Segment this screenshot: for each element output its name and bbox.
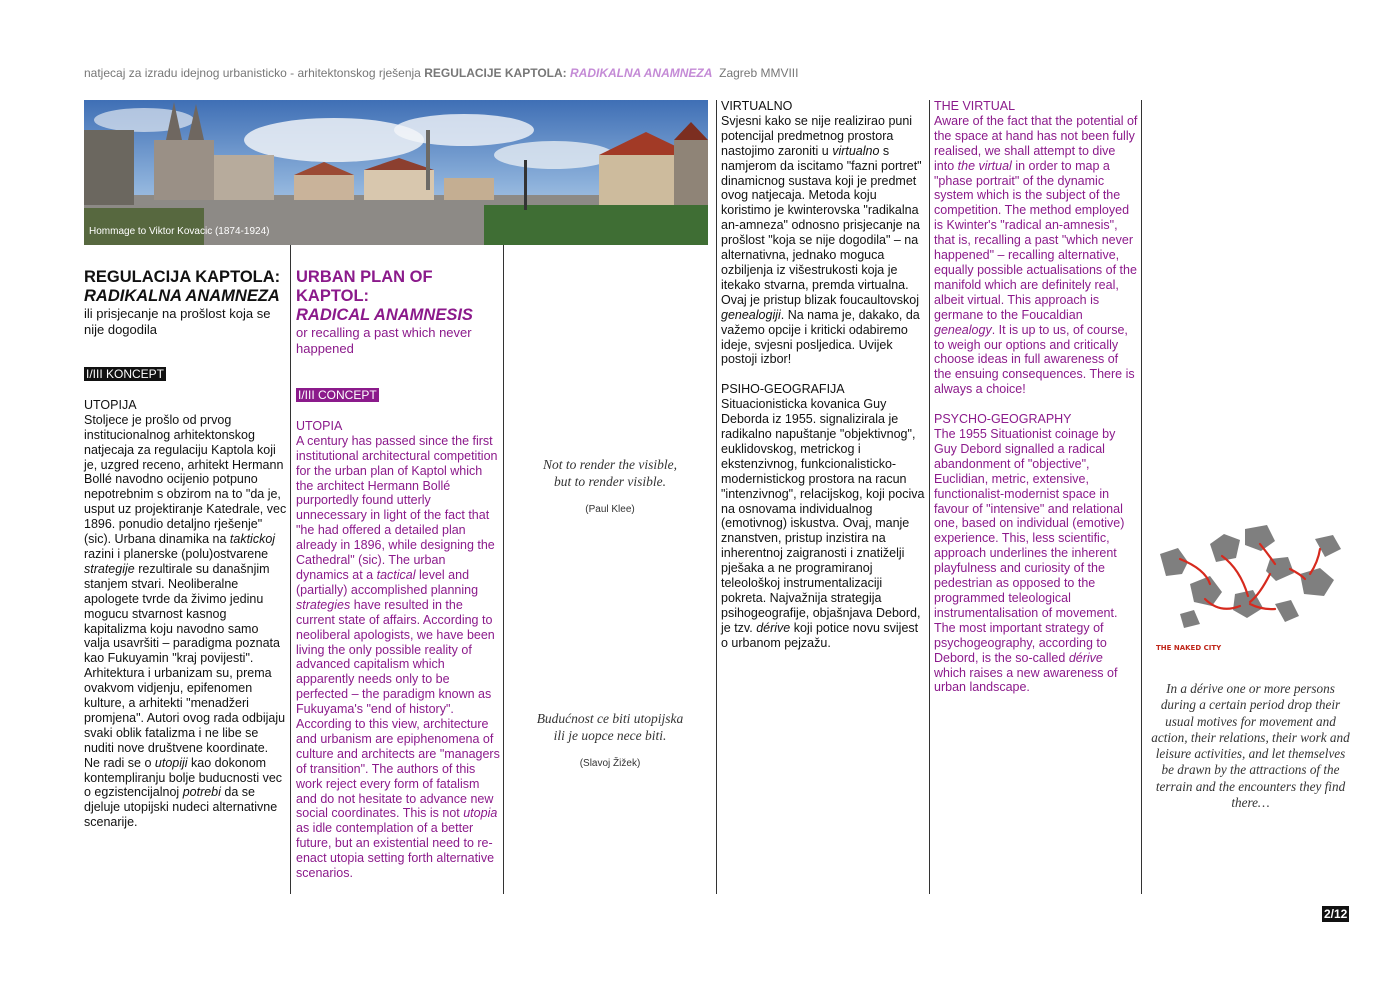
- body-text: da se djeluje utopijski nudeci alternativne scenarije.: [84, 785, 278, 830]
- subtitle-english: or recalling a past which never happened: [296, 325, 472, 356]
- column-croatian-concept: [84, 268, 287, 830]
- section-heading: PSYCHO-GEOGRAPHY: [934, 412, 1072, 427]
- subtitle-croatian: ili prisjecanje na prošlost koja se nije dogodila: [84, 306, 271, 337]
- body-text: razini i planerske (polu)ostvarene: [84, 546, 269, 561]
- body-text: in order to map a "phase portrait" of the dynamic system which is the subject of the competition. The method employed is Kwinter's "radical an-amnesis", that is, recalling a past "which never happened" – recalling alternative, equally possible actualisations of the manifold which are definitely real, albeit virtual. This approach is germane to the Foucaldian: [934, 158, 1137, 322]
- body-emphasis: the virtual: [957, 158, 1012, 173]
- title-line: REGULACIJA KAPTOLA:: [84, 268, 281, 286]
- document-header: [84, 66, 798, 80]
- body-paragraph: [721, 114, 926, 367]
- body-emphasis: strategije: [84, 561, 135, 576]
- body-text: which raises a new awareness of urban landscape.: [934, 665, 1118, 695]
- title-line-italic: RADIKALNA ANAMNEZA: [84, 287, 280, 305]
- body-text: as idle contemplation of a better future, but an existential need to re-enact utopia setting forth alternative scenarios.: [296, 821, 495, 881]
- body-text: have resulted in the current state of affairs. According to neoliberal apologists, we have been living the only possible reality of advanced capitalism which apparently needs only to be perfected – the paradigm known as Fukuyama's "end of history". According to this view, architecture and urbanism are epiphenomena of culture and architects are "managers of transition". The authors of this work reject every form of fatalism and do not hesitate to advance new social coordinates. This is not: [296, 597, 500, 821]
- column-divider: [1141, 100, 1142, 894]
- section-heading: PSIHO-GEOGRAFIJA: [721, 382, 845, 397]
- body-text: s namjerom da iscitamo "fazni portret" dinamicnog sustava koji je predmet ovog natjecaja. Metoda koju koristimo je kwinterovska "radikalna an-amneza" odnosno prisjecanje na prošlost "koja se nije dogodila" – na alternativna, jednako moguca ozbiljenja iz višestrukosti koja je itekako stvarna, premda virtualna. Ovaj je pristup blizak foucaultovskoj: [721, 143, 922, 307]
- panorama-image: [84, 100, 708, 245]
- body-text: rezultirale su današnjim stanjem stvari. Neoliberalne apologete tvrde da živimo jedinu mogucu stvarnost kasnog kapitalizma koju navodno samo valja usavršiti – paradigma poznata kao Fukuyamin "kraj povijesti". Arhitektura i urbanizam su, prema ovakvom vidjenju, epifenomen kulture, a arhitekti "menadžeri promjena". Autori ovog rada odbijaju svaki oblik fatalizma i ne libe se nuditi nove društvene koordinate. Ne radi se o: [84, 561, 286, 770]
- header-suffix: Zagreb MMVIII: [719, 66, 799, 80]
- body-emphasis: dérive: [1068, 650, 1103, 665]
- quote-line: Budućnost ce biti utopijska: [536, 711, 684, 726]
- panorama-photo: [84, 100, 708, 245]
- section-heading: THE VIRTUAL: [934, 99, 1016, 113]
- body-emphasis: utopiji: [154, 755, 188, 770]
- derive-quote: In a dérive one or more persons during a certain period drop their usual motives for movement and action, their relations, their work and leisure activities, and let themselves be drawn by the attractions of the terrain and the encounters they find there…: [1151, 681, 1350, 811]
- section-heading: VIRTUALNO: [721, 99, 793, 113]
- header-prefix: natjecaj za izradu idejnog urbanisticko - arhitektonskog rješenja: [84, 66, 421, 80]
- body-text: Svjesni kako se nije realizirao puni potencijal predmetnog prostora nastojimo zaroniti u: [721, 113, 913, 158]
- quote-zizek: [506, 710, 714, 772]
- body-text: A century has passed since the first institutional architectural competition for the urban plan of Kaptol which the architect Hermann Bollé purportedly found utterly unnecessary in light of the fact that "he had offered a detailed plan already in 1896, while designing the Cathedral" (sic). The urban dynamics at a: [296, 433, 498, 582]
- naked-city-map: [1150, 514, 1350, 666]
- body-emphasis: strategies: [296, 597, 351, 612]
- section-badge: I/III KONCEPT: [86, 367, 165, 381]
- title-line: URBAN PLAN OF: [296, 268, 433, 286]
- body-text: . It is up to us, of course, to weigh our options and critically choose ideas in full awareness of the ensuing consequences. There is always a choice!: [934, 322, 1135, 397]
- title-english: [296, 268, 500, 325]
- quote-source: (Slavoj Žižek): [579, 758, 641, 769]
- title-croatian: [84, 268, 287, 306]
- body-paragraph: [84, 413, 287, 830]
- body-paragraph: [721, 397, 926, 650]
- section-heading: UTOPIA: [296, 418, 343, 433]
- title-line-italic: RADICAL ANAMNESIS: [296, 306, 473, 324]
- body-text: koji potice novu svijest o urbanom pejzažu.: [721, 620, 919, 650]
- body-emphasis: dérive: [756, 620, 791, 635]
- body-text: kao dokonom kontempliranju bolje buducnosti vec o egzistencijalnoj: [84, 755, 283, 800]
- header-bold: REGULACIJE KAPTOLA:: [424, 66, 567, 80]
- header-accent: RADIKALNA ANAMNEZA: [570, 66, 713, 80]
- quote-line: ili je uopce nece biti.: [553, 728, 667, 743]
- naked-city-drawing: [1150, 514, 1350, 666]
- body-emphasis: genealogy: [934, 322, 992, 337]
- body-text: Stoljece je prošlo od prvog institucionalnog arhitektonskog natjecaja za regulaciju Kaptola koji je, uzgred receno, arhitekt Hermann Bollé navodno ocijenio potpuno nepotrebnim s obzirom na to "da je, usput uz projektiranje Katedrale, vec 1896. ponudio detaljno rješenje" (sic). Urbana dinamika na: [84, 412, 287, 547]
- body-emphasis: utopia: [463, 806, 498, 821]
- body-emphasis: potrebi: [182, 785, 221, 800]
- body-text: . Na nama je, dakako, da važemo opcije i kriticki odabiremo ideje, svjesni posljedica. Uvijek postoji izbor!: [721, 307, 920, 367]
- column-croatian-virtual: [721, 99, 926, 651]
- column-english-virtual: [934, 99, 1138, 695]
- title-line: KAPTOL:: [296, 287, 370, 305]
- quote-line: Not to render the visible,: [542, 457, 678, 472]
- map-label: THE NAKED CITY: [1156, 644, 1222, 652]
- body-emphasis: tactical: [376, 567, 416, 582]
- body-emphasis: taktickoj: [229, 532, 276, 547]
- body-text: level and (partially) accomplished planning: [296, 567, 479, 597]
- quote-klee: [506, 456, 714, 518]
- column-english-concept: [296, 268, 500, 881]
- body-emphasis: virtualno: [832, 143, 880, 158]
- quote-source: (Paul Klee): [585, 504, 635, 515]
- section-heading: UTOPIJA: [84, 397, 137, 412]
- body-text: The 1955 Situationist coinage by Guy Debord signalled a radical abandonment of "objective", Euclidian, metric, extensive, functionalist-modernist space in favour of "intensive" and relational one, based on individual (emotive) experience. This, less scientific, approach underlines the inherent playfulness and curiosity of the pedestrian as opposed to the programmed teleological instrumentalisation of movement. The most important strategy of psychogeography, according to Debord, is the so-called: [934, 427, 1125, 665]
- quote-line: but to render visible.: [554, 474, 666, 489]
- column-divider: [929, 100, 930, 894]
- body-paragraph: [934, 427, 1138, 695]
- page-number: 2/12: [1324, 907, 1348, 921]
- body-paragraph: [296, 434, 500, 881]
- body-text: Situacionisticka kovanica Guy Deborda iz 1955. signalizirala je radikalno napuštanje "objektivnog", euklidovskog, metrickog i ekstenzivnog, funkcionalisticko-modernistickog prostora na racun "intenzivnog", relacijskog, koji pociva na osnovama individualnog (emotivnog) iskustva. Ovaj, manje znanstven, pristup inzistira na inherentnoj zaigranosti i znatiželji pješaka a ne programiranoj teleološkoj instrumentalizaciji pokreta. Najvažnija strategija psihogeografije, objašnjava Debord, je tzv.: [721, 397, 925, 635]
- body-text: Aware of the fact that the potential of the space at hand has not been fully realised, we shall attempt to dive into: [934, 113, 1138, 173]
- body-emphasis: genealogiji: [721, 307, 781, 322]
- body-paragraph: [934, 114, 1138, 397]
- photo-caption: Hommage to Viktor Kovacic (1874-1924): [89, 226, 270, 237]
- section-badge: I/III CONCEPT: [298, 388, 377, 402]
- column-divider: [716, 100, 717, 894]
